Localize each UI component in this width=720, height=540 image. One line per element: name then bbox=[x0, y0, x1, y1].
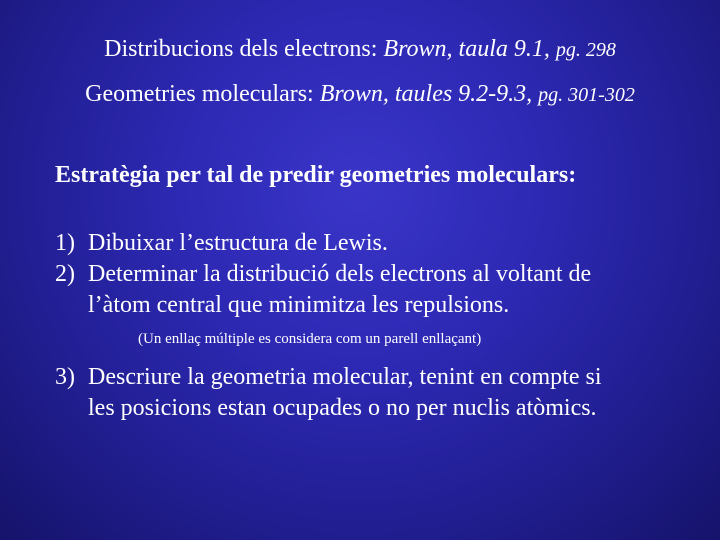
step-number: 2) bbox=[55, 261, 75, 287]
step-text-continued: les posicions estan ocupades o no per nuclis atòmics. bbox=[88, 395, 597, 421]
reference-electron-distribution bbox=[0, 36, 720, 63]
step-number: 1) bbox=[55, 230, 75, 256]
reference-label: Distribucions dels electrons: bbox=[104, 36, 384, 62]
step-1 bbox=[55, 228, 715, 259]
reference-source: Brown, taula 9.1, bbox=[383, 36, 556, 62]
step-3 bbox=[55, 362, 715, 424]
step-2 bbox=[55, 259, 715, 321]
reference-page: pg. 298 bbox=[555, 39, 616, 61]
step-text-continued: l’àtom central que minimitza les repulsions. bbox=[88, 292, 510, 318]
reference-source: Brown, taules 9.2-9.3, bbox=[319, 81, 539, 107]
step-text: Dibuixar l’estructura de Lewis. bbox=[88, 230, 388, 256]
step-number: 3) bbox=[55, 364, 75, 390]
step-text: Descriure la geometria molecular, tenint en compte si bbox=[88, 364, 602, 390]
reference-page: pg. 301-302 bbox=[538, 84, 635, 106]
step-text: Determinar la distribució dels electrons al voltant de bbox=[88, 261, 592, 287]
reference-molecular-geometries bbox=[0, 81, 720, 108]
reference-label: Geometries moleculars: bbox=[85, 81, 320, 107]
strategy-heading: Estratègia per tal de predir geometries moleculars: bbox=[55, 162, 577, 188]
multiple-bond-note: (Un enllaç múltiple es considera com un parell enllaçant) bbox=[138, 331, 482, 347]
